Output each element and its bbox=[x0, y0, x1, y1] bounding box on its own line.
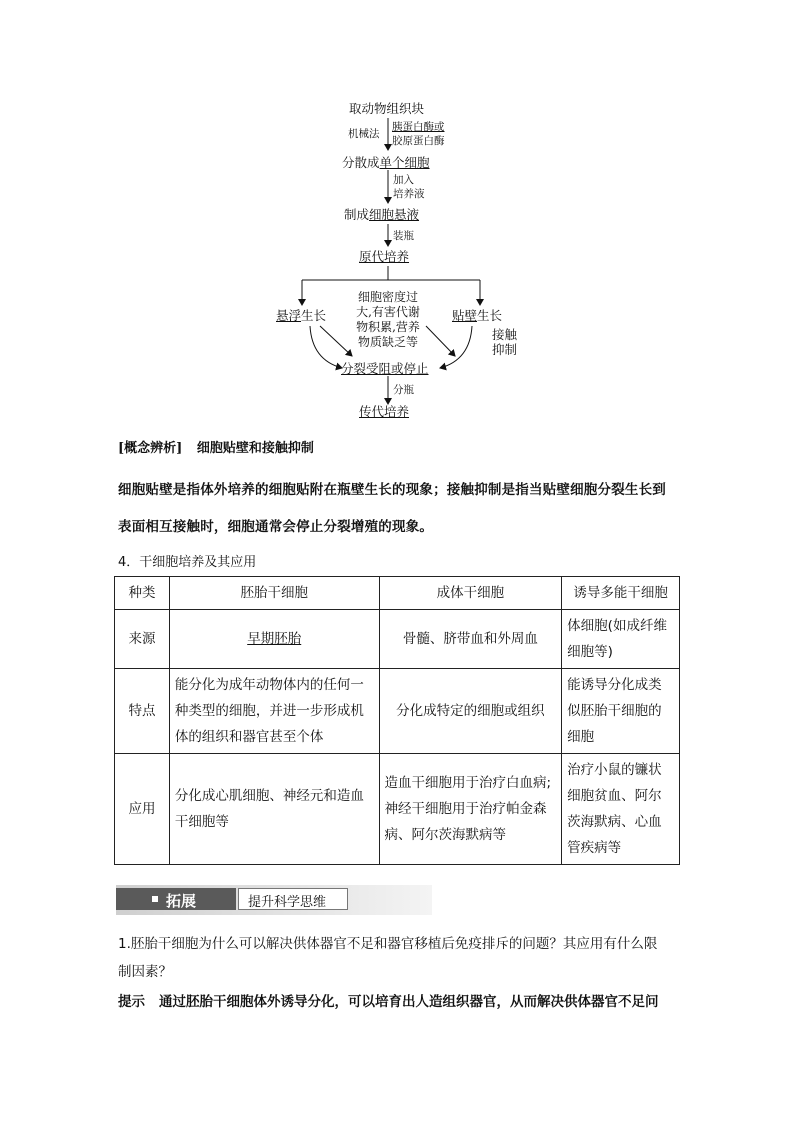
flow-contact-inhibition-2: 抑制 bbox=[492, 342, 518, 357]
table-cell: 能分化为成年动物体内的任何一种类型的细胞，并进一步形成机体的组织和器官甚至个体 bbox=[169, 669, 379, 754]
table-row bbox=[115, 754, 680, 865]
table-cell: 分化成心肌细胞、神经元和造血干细胞等 bbox=[169, 754, 379, 865]
table-cell: 治疗小鼠的镰状细胞贫血、阿尔茨海默病、心血管疾病等 bbox=[562, 754, 680, 865]
culture-flowchart bbox=[0, 0, 794, 430]
table-header: 胚胎干细胞 bbox=[169, 577, 379, 610]
table-cell: 能诱导分化成类似胚胎干细胞的细胞 bbox=[562, 669, 680, 754]
concept-tag: [概念辨析] bbox=[118, 441, 183, 456]
flow-branch-suspension: 悬浮生长 bbox=[276, 308, 327, 323]
table-header: 种类 bbox=[115, 577, 170, 610]
flow-step-tissue: 取动物组织块 bbox=[349, 101, 425, 116]
table-cell: 分化成特定的细胞或组织 bbox=[379, 669, 562, 754]
stem-cell-table bbox=[114, 576, 680, 865]
flow-label-bottling: 装瓶 bbox=[393, 230, 414, 242]
table-cell: 造血干细胞用于治疗白血病;神经干细胞用于治疗帕金森病、阿尔茨海默病等 bbox=[379, 754, 562, 865]
question-1-line-1: 1.胚胎干细胞为什么可以解决供体器官不足和器官移植后免疫排斥的问题？其应用有什么限 bbox=[118, 936, 658, 952]
section-4-title: 4．干细胞培养及其应用 bbox=[118, 555, 257, 570]
flow-label-mechanical: 机械法 bbox=[348, 128, 380, 140]
flow-label-trypsin: 胰蛋白酶或 bbox=[392, 121, 445, 133]
concept-paragraph-line-2: 表面相互接触时，细胞通常会停止分裂增殖的现象。 bbox=[118, 519, 434, 535]
flow-step-arrest: 分裂受阻或停止 bbox=[341, 361, 429, 376]
row-label: 特点 bbox=[115, 669, 170, 754]
extension-banner bbox=[116, 885, 432, 915]
concept-paragraph-line-1: 细胞贴壁是指体外培养的细胞贴附在瓶壁生长的现象；接触抑制是指当贴壁细胞分裂生长到 bbox=[118, 482, 666, 498]
flow-step-single-cells: 分散成单个细胞 bbox=[342, 155, 430, 170]
banner-label: 拓展 bbox=[166, 892, 197, 910]
flow-step-passage-culture: 传代培养 bbox=[359, 404, 410, 419]
flow-branch-adherent: 贴壁生长 bbox=[452, 308, 503, 323]
table-cell: 早期胚胎 bbox=[169, 610, 379, 669]
square-bullet-icon bbox=[152, 896, 158, 902]
concept-title: 细胞贴壁和接触抑制 bbox=[196, 441, 314, 456]
banner-sublabel: 提升科学思维 bbox=[248, 895, 327, 910]
question-1-line-2: 制因素？ bbox=[118, 964, 172, 980]
flow-step-primary-culture: 原代培养 bbox=[359, 249, 410, 264]
table-row bbox=[115, 669, 680, 754]
table-header-row bbox=[115, 577, 680, 610]
flow-contact-inhibition-1: 接触 bbox=[492, 327, 518, 342]
table-header: 成体干细胞 bbox=[379, 577, 562, 610]
flow-label-add: 加入 bbox=[393, 174, 414, 186]
row-label: 来源 bbox=[115, 610, 170, 669]
flow-label-split: 分瓶 bbox=[393, 384, 414, 396]
concept-heading bbox=[118, 437, 314, 456]
flow-label-collagenase: 胶原蛋白酶 bbox=[392, 135, 445, 147]
flow-step-suspension: 制成细胞悬液 bbox=[344, 207, 420, 222]
table-row bbox=[115, 610, 680, 669]
table-header: 诱导多能干细胞 bbox=[562, 577, 680, 610]
table-cell: 体细胞(如成纤维细胞等) bbox=[562, 610, 680, 669]
flow-label-medium: 培养液 bbox=[393, 188, 425, 200]
hint bbox=[118, 990, 659, 1010]
hint-text: 通过胚胎干细胞体外诱导分化，可以培育出人造组织器官，从而解决供体器官不足问 bbox=[159, 994, 659, 1010]
table-cell: 骨髓、脐带血和外周血 bbox=[379, 610, 562, 669]
hint-label: 提示 bbox=[118, 994, 145, 1010]
row-label: 应用 bbox=[115, 754, 170, 865]
flow-middle-note: 细胞密度过 大,有害代谢 物积累,营养 物质缺乏等 bbox=[356, 290, 420, 349]
